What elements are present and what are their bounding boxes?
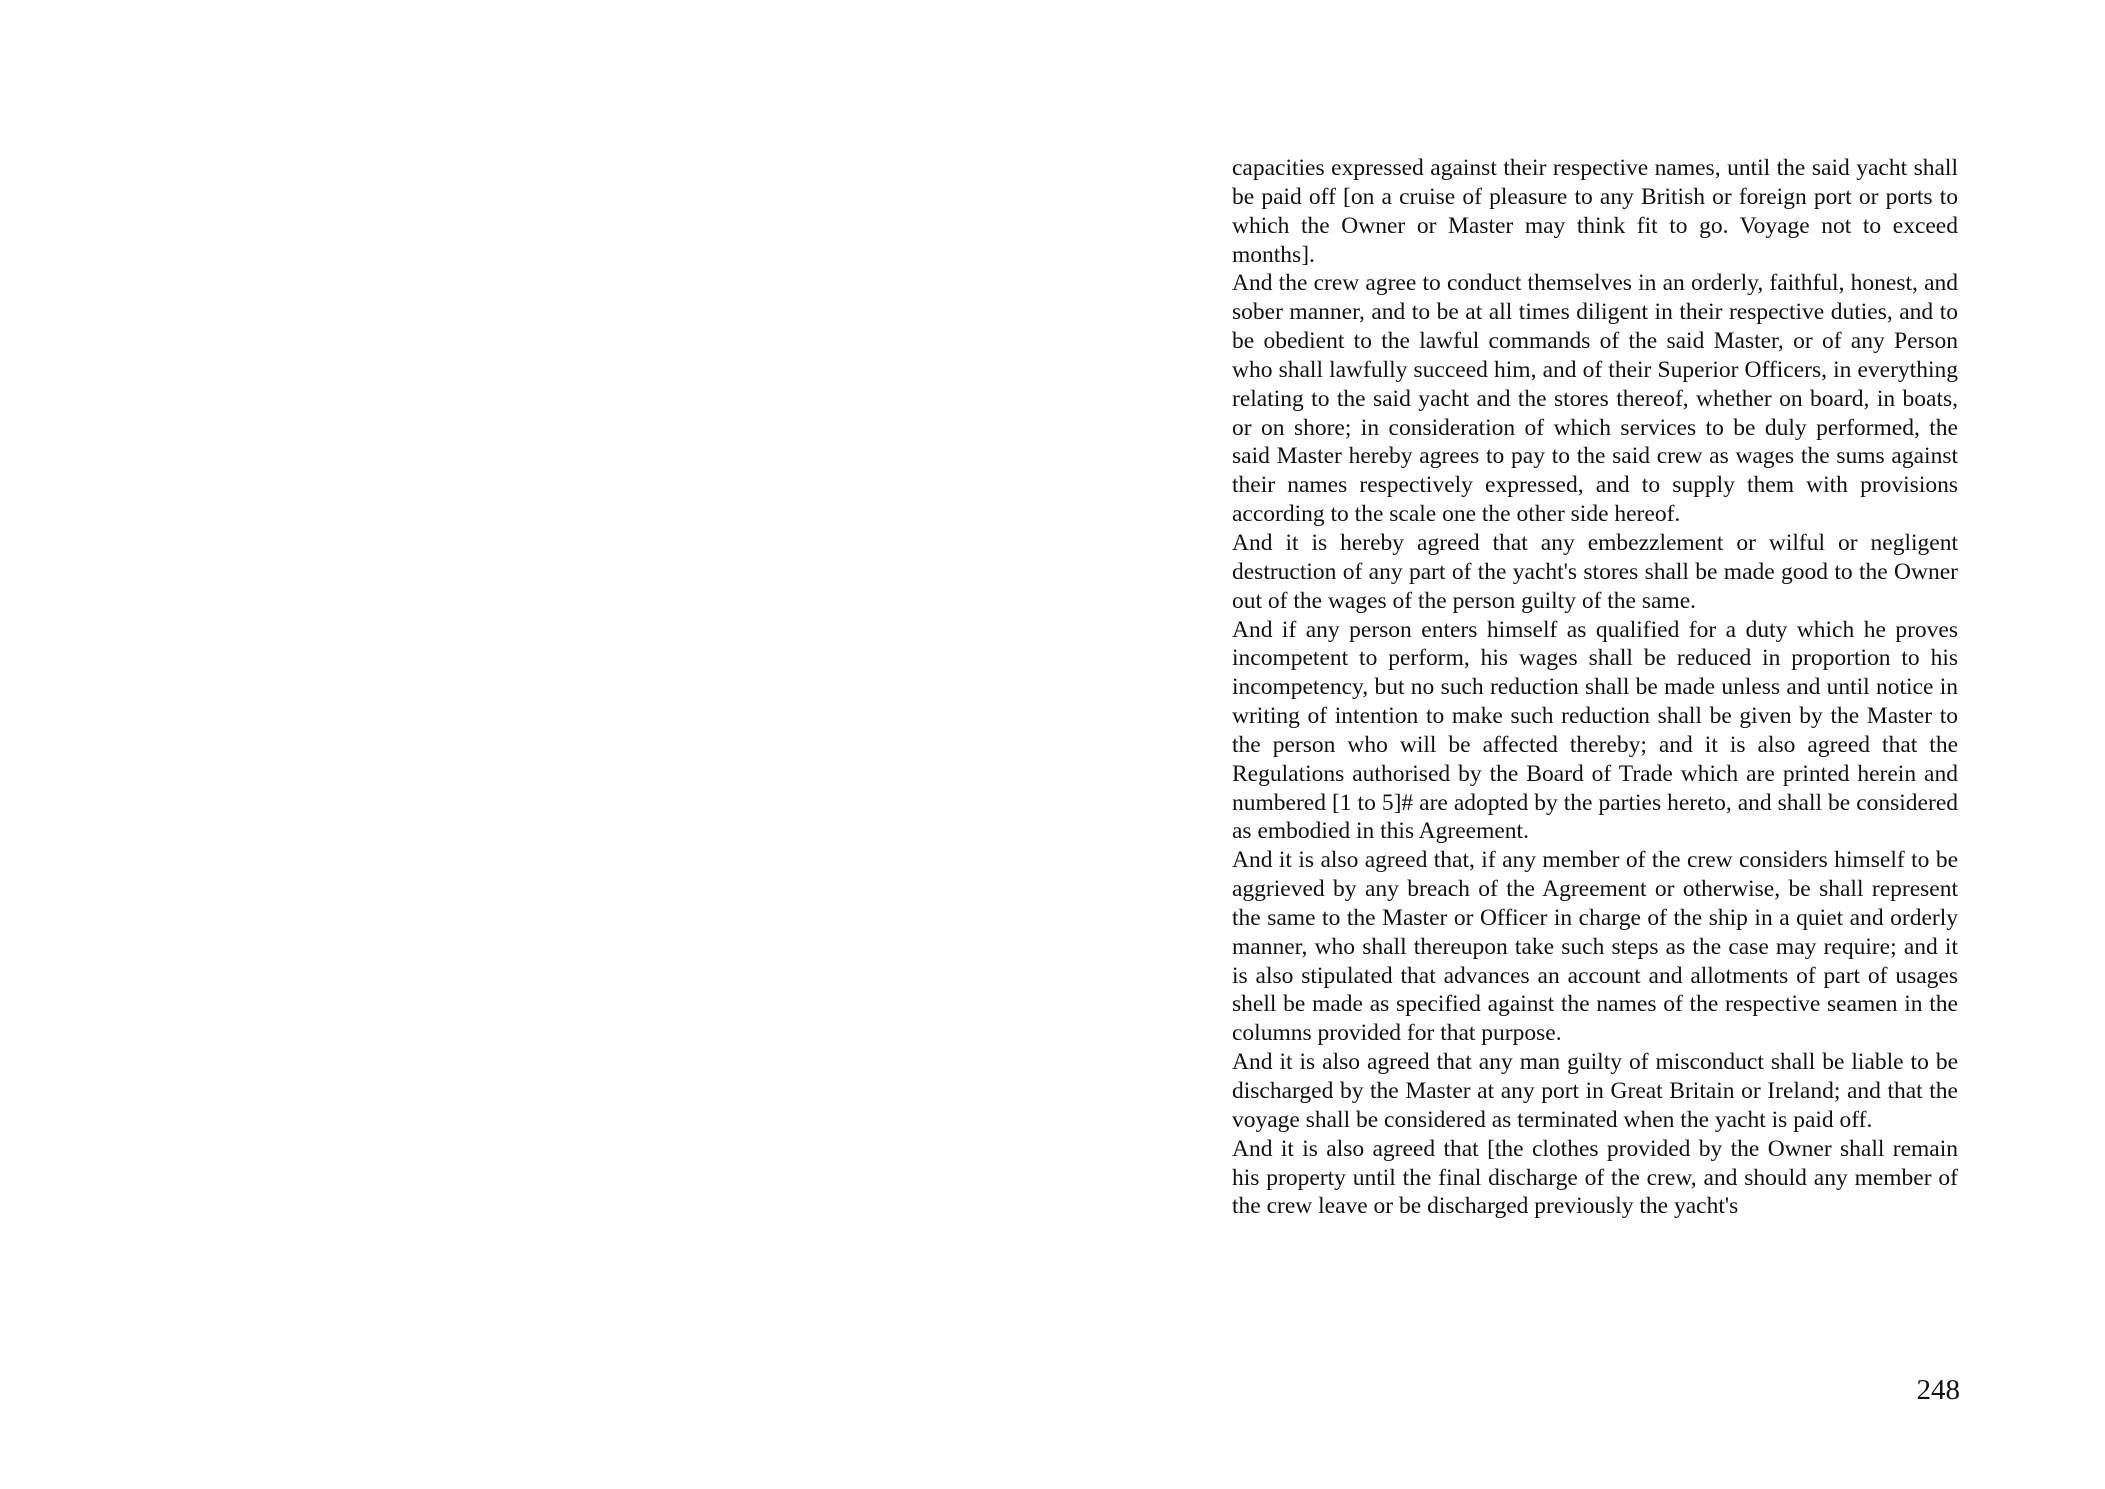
paragraph-1: capacities expressed against their respective names, until the said yacht shall be paid off [on a cruise of pleasure to any British or foreign port or ports to which the Owner or Master may think fit to go. Voyage not to exceed months].	[1232, 155, 1958, 268]
paragraph-7: And it is also agreed that [the clothes provided by the Owner shall remain his property until the final discharge of the crew, and should any member of the crew leave or be discharged previously the yacht's	[1232, 1135, 1958, 1220]
page-number: 248	[1916, 1374, 1960, 1406]
paragraph-4: And if any person enters himself as qualified for a duty which he proves incompetent to perform, his wages shall be reduced in proportion to his incompetency, but no such reduction shall be made unless and until notice in writing of intention to make such reduction shall be given by the Master to the person who will be affected thereby; and it is also agreed that the Regulations authorised by the Board of Trade which are printed herein and numbered [1 to 5]# are adopted by the parties hereto, and shall be considered as embodied in this Agreement.	[1232, 616, 1958, 845]
paragraph-2: And the crew agree to conduct themselves in an orderly, faithful, honest, and sober manner, and to be at all times diligent in their respective duties, and to be obedient to the lawful commands of the said Master, or of any Person who shall lawfully succeed him, and of their Superior Officers, in everything relating to the said yacht and the stores thereof, whether on board, in boats, or on shore; in consideration of which services to be duly performed, the said Master hereby agrees to pay to the said crew as wages the sums against their names respectively expressed, and to supply them with provisions according to the scale one the other side hereof.	[1232, 270, 1958, 528]
paragraph-5: And it is also agreed that, if any member of the crew considers himself to be aggrieved by any breach of the Agreement or otherwise, be shall represent the same to the Master or Officer in charge of the ship in a quiet and orderly manner, who shall thereupon take such steps as the case may require; and it is also stipulated that advances an account and allotments of part of usages shell be made as specified against the names of the respective seamen in the columns provided for that purpose.	[1232, 847, 1958, 1047]
paragraph-6: And it is also agreed that any man guilty of misconduct shall be liable to be discharged by the Master at any port in Great Britain or Ireland; and that the voyage shall be considered as terminated when the yacht is paid off.	[1232, 1049, 1958, 1133]
document-body	[1232, 154, 1958, 1221]
paragraph-3: And it is hereby agreed that any embezzlement or wilful or negligent destruction of any part of the yacht's stores shall be made good to the Owner out of the wages of the person guilty of the same.	[1232, 529, 1958, 614]
